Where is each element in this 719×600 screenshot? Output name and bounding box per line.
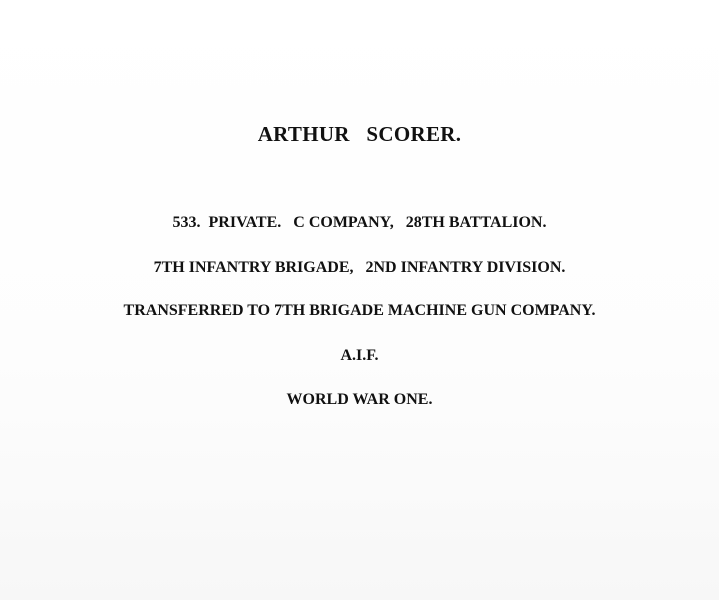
document-title: ARTHUR SCORER. — [257, 122, 462, 146]
war-line: WORLD WAR ONE. — [286, 391, 433, 408]
transfer-line: TRANSFERRED TO 7TH BRIGADE MACHINE GUN COMPANY. — [123, 302, 596, 319]
brigade-division-line: 7TH INFANTRY BRIGADE, 2ND INFANTRY DIVISION. — [153, 259, 566, 276]
service-details-line: 533. PRIVATE. C COMPANY, 28TH BATTALION. — [172, 214, 547, 231]
force-line: A.I.F. — [340, 347, 379, 364]
